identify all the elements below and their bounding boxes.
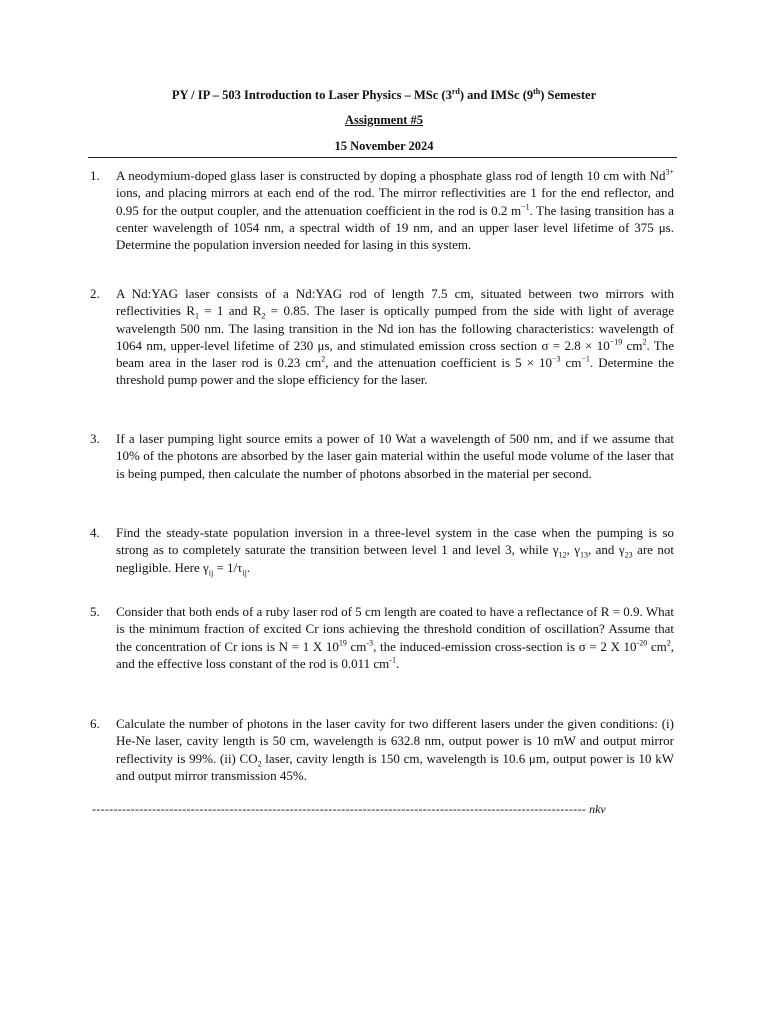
header-divider	[88, 157, 677, 158]
question-text: A neodymium-doped glass laser is constructed by doping a phosphate glass rod of length 10 cm with $Nd^{3+}$ ions, and placing mirrors at each end of the rod. The mirror reflectivities are 1 for the end reflector, and 0.95 for the output coupler, and the attenuation coefficient in the rod is 0.2 $m^{-1}$. The lasing transition has a center wavelength of 1054 nm, a spectral width of 19 nm, and an upper laser level lifetime of 375 μs. Determine the population inversion needed for lasing in this system.	[116, 167, 678, 253]
question-1	[88, 167, 678, 253]
question-number: 1.	[90, 168, 100, 183]
question-2	[88, 285, 678, 389]
question-6	[88, 715, 678, 784]
assignment-date: 15 November 2024	[334, 139, 434, 153]
question-text: Consider that both ends of a ruby laser rod of 5 cm length are coated to have a reflectance of R = 0.9. What is the minimum fraction of excited Cr ions achieving the threshold condition of oscillation? Assume that the concentration of Cr ions is N = 1 X $10^{19}$ $cm^{-3}$, the induced-emission cross-section is σ = 2 X $10^{-20}$ $cm^2$, and the effective loss constant of the rod is 0.011 $cm^{-1}$.	[116, 604, 678, 671]
author-initials: nkv	[589, 802, 606, 816]
footer-signature-line	[92, 801, 676, 817]
question-text: Calculate the number of photons in the laser cavity for two different lasers under the given conditions: (i) He-Ne laser, cavity length is 50 cm, wavelength is 632.8 nm, output power is 10 mW and output mirror reflectivity is 99%. (ii) $CO_2$ laser, cavity length is 150 cm, wavelength is 10.6 μm, output power is 10 kW and output mirror transmission 45%.	[116, 716, 678, 783]
question-number: 2.	[90, 286, 100, 301]
question-text: If a laser pumping light source emits a power of 10 Wat a wavelength of 500 nm, and if we assume that 10% of the photons are absorbed by the laser gain material within the useful mode volume of the laser that is being pumped, then calculate the number of photons absorbed in the material per second.	[116, 431, 678, 481]
question-number: 5.	[90, 604, 100, 619]
question-number: 6.	[90, 716, 100, 731]
question-number: 4.	[90, 525, 100, 540]
assignment-heading: Assignment #5	[344, 113, 424, 127]
question-4	[88, 524, 678, 578]
question-text: Find the steady-state population inversion in a three-level system in the case when the pumping is so strong as to completely saturate the transition between level 1 and level 3, while $\gamma_{12}$, $\gamma_{13}$, and $\gamma_{23}$ are not negligible. Here $\gamma_{ij} = 1/\tau_{ij}$.	[116, 525, 678, 578]
course-title: PY / IP – 503 Introduction to Laser Physics – MSc (3rd) and IMSc (9th) Semester	[171, 86, 597, 102]
question-text: A Nd:YAG laser consists of a Nd:YAG rod of length 7.5 cm, situated between two mirrors with reflectivities $R_1 = 1$ and $R_2 = 0.85$. The laser is optically pumped from the side with light of average wavelength 500 nm. The lasing transition in the Nd ion has the following characteristics: wavelength of 1064 nm, upper-level lifetime of 230 μs, and stimulated emission cross section $\sigma = 2.8 \times 10^{-19}$ $cm^2$. The beam area in the laser rod is 0.23 $cm^2$, and the attenuation coefficient is $5 \times 10^{-3}$ $cm^{-1}$. Determine the threshold pump power and the slope efficiency for the laser.	[116, 286, 678, 388]
question-5	[88, 603, 678, 672]
question-number: 3.	[90, 431, 100, 446]
question-3	[88, 430, 678, 482]
footer-dash-rule: -------------------------------------------------------------------------------------------------------------------	[92, 802, 587, 816]
